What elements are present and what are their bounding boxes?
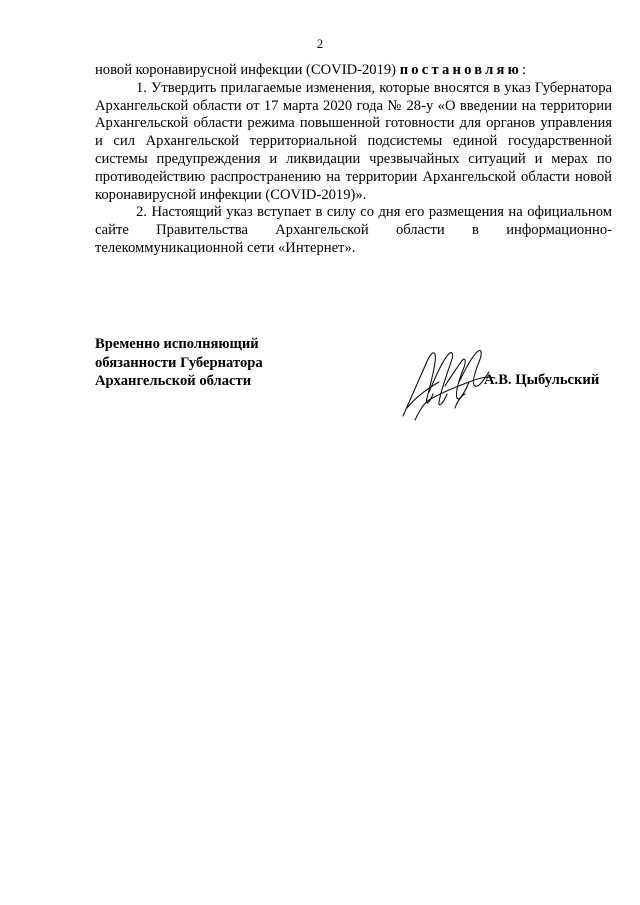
signer-name: А.В. Цыбульский xyxy=(484,372,600,388)
signatory-title-line-1: Временно исполняющий xyxy=(95,336,259,352)
signatory-title-line-2: обязанности Губернатора xyxy=(95,354,263,371)
paragraph-2: 2. Настоящий указ вступает в силу со дня его размещения на официальном сайте Правительства Архангельской области в информационно-телекоммуникационной сети «Интернет». xyxy=(95,204,612,256)
intro-line xyxy=(95,62,612,80)
decree-word: постановляю xyxy=(399,62,522,78)
intro-tail: : xyxy=(521,62,527,78)
signatory-title-line-3: Архангельской области xyxy=(95,373,252,389)
paragraph-1: 1. Утвердить прилагаемые изменения, которые вносятся в указ Губернатора Архангельской области от 17 марта 2020 года № 28-у «О введении на территории Архангельской области режима повышенной готовности для органов управления и сил Архангельской территориальной подсистемы единой государственной системы предупреждения и ликвидации чрезвычайных ситуаций и мерах по противодействию распространению на территории Архангельской области новой коронавирусной инфекции (COVID-2019)». xyxy=(95,79,612,203)
signatory-title xyxy=(95,335,263,391)
intro-text: новой коронавирусной инфекции (COVID-2019) xyxy=(95,62,400,78)
page-number: 2 xyxy=(316,36,324,51)
document-body xyxy=(95,62,612,258)
